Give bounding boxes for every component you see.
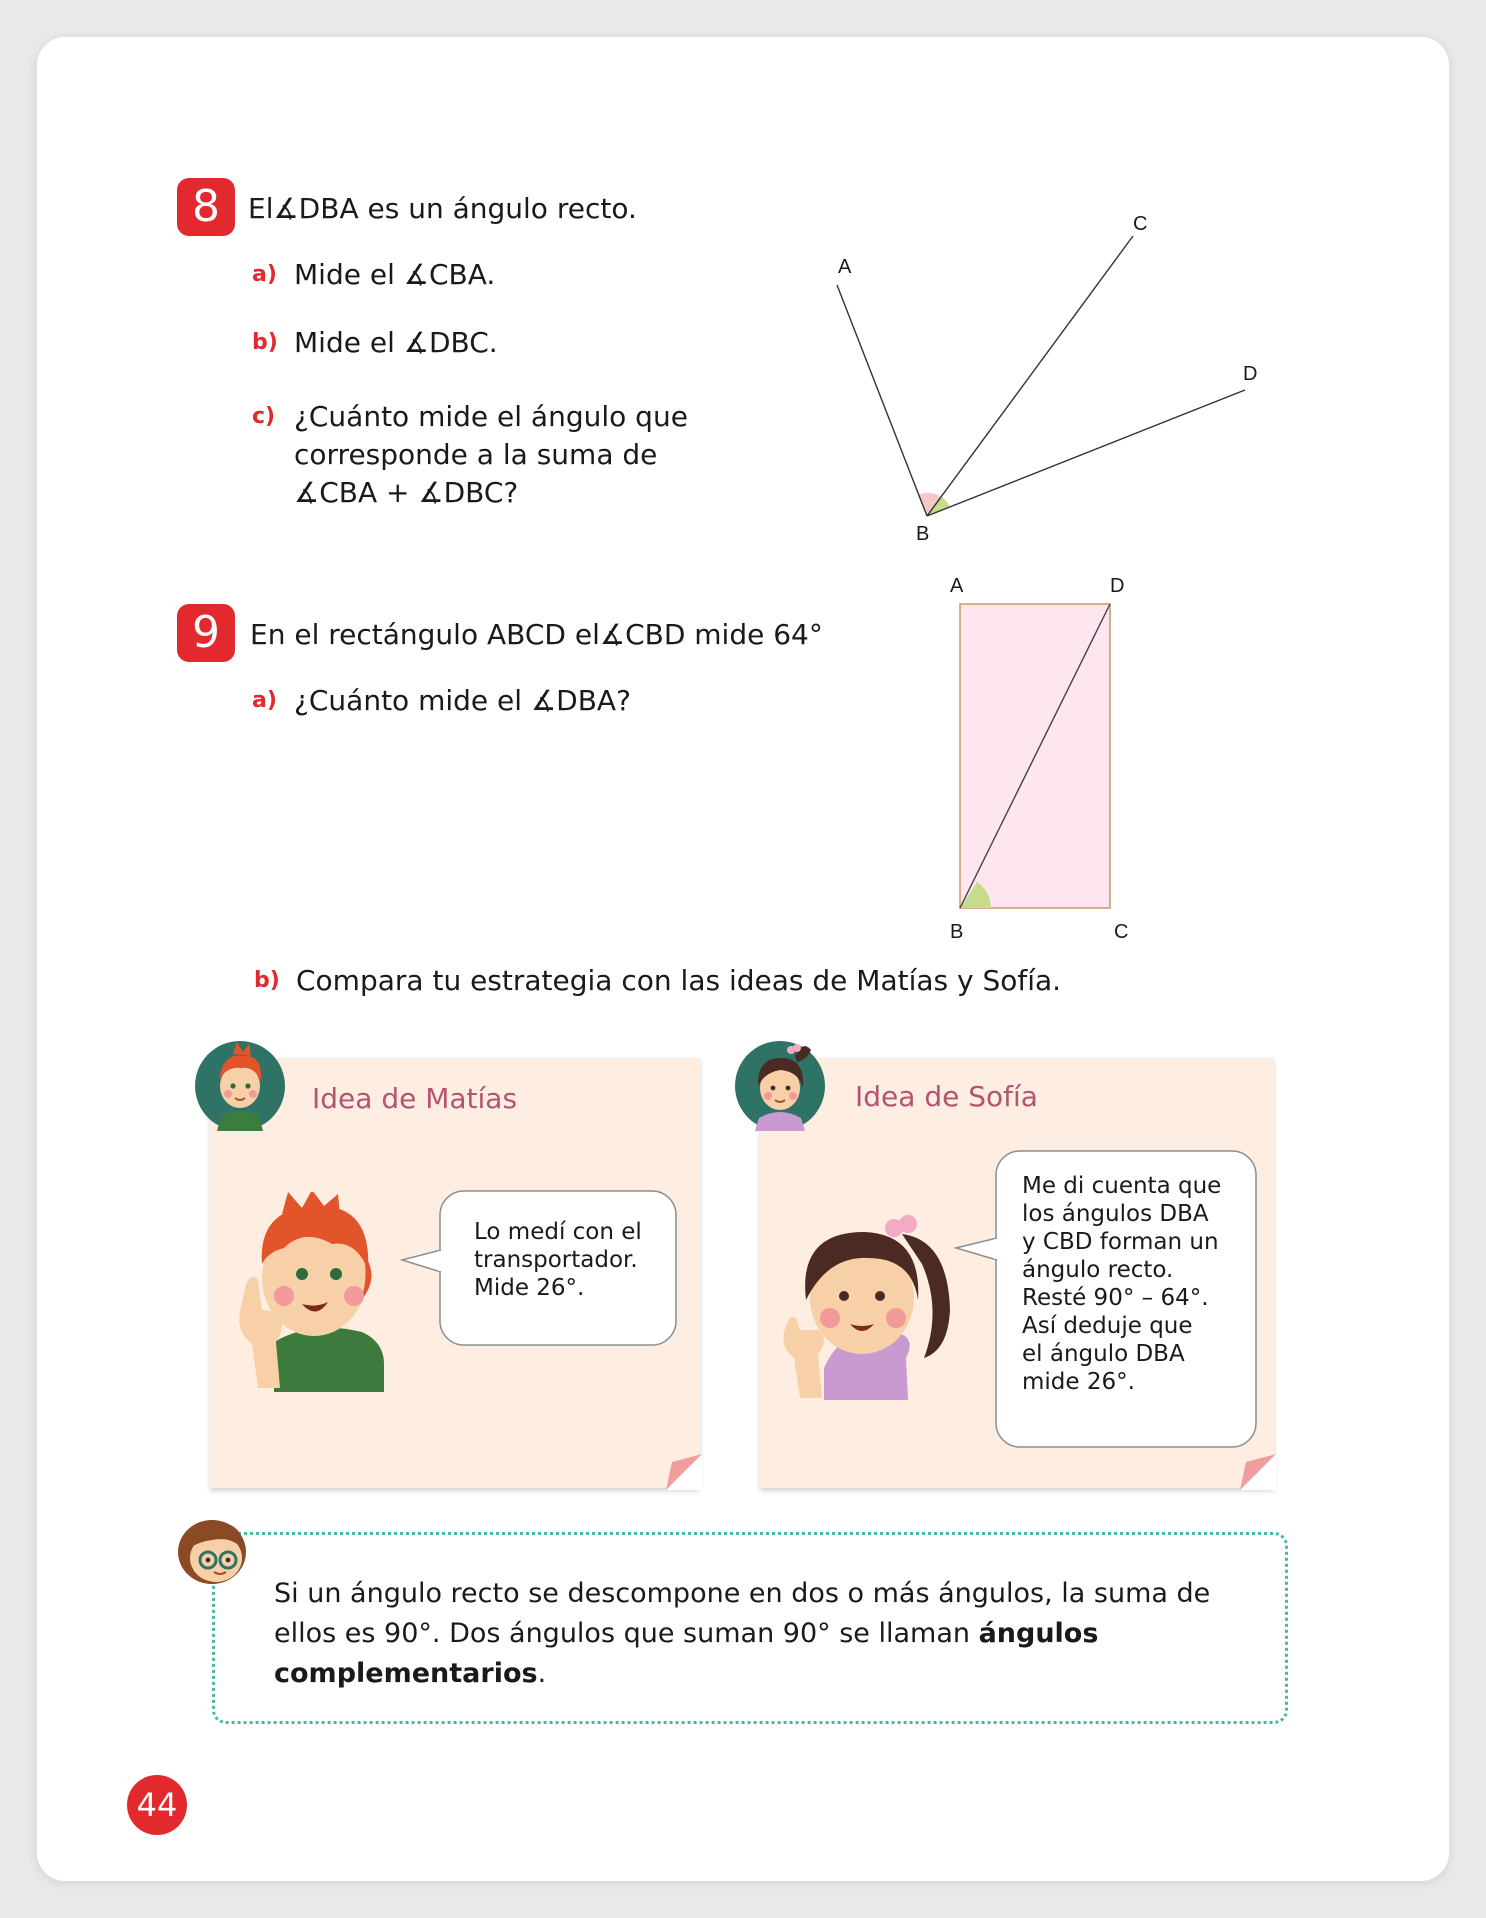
matias-avatar — [193, 1036, 287, 1132]
text: Mide el — [294, 258, 395, 291]
sofia-avatar — [733, 1036, 827, 1132]
ray-ba — [837, 285, 927, 516]
angle-icon: ∡ — [403, 258, 429, 291]
exercise-9-badge: 9 — [177, 604, 235, 662]
text: DBA? — [556, 684, 631, 717]
sofia-character — [772, 1200, 972, 1400]
speech-line: ángulo recto. — [1022, 1257, 1174, 1283]
text: Si un ángulo recto se descompone en dos o más ángulos, la suma de ellos es 90°. Dos ángulos que suman 90° se llaman — [274, 1578, 1211, 1649]
matias-character — [232, 1192, 392, 1422]
speech-line: Mide 26°. — [474, 1275, 585, 1301]
point-d-label: D — [1243, 363, 1258, 385]
text: ¿Cuánto mide el — [294, 684, 523, 717]
statement-text: El — [248, 192, 274, 225]
angle-icon: ∡ — [530, 684, 557, 717]
item-a-letter: a) — [252, 688, 277, 713]
page-number: 44 — [127, 1775, 187, 1835]
text — [294, 474, 724, 512]
point-b-label: B — [916, 523, 930, 545]
page-curl-icon — [666, 1454, 702, 1490]
speech-line: transportador. — [474, 1247, 638, 1273]
matias-speech-text — [474, 1218, 642, 1302]
complementary-angles-term: ángulos complementarios — [274, 1618, 1099, 1689]
text: ¿Cuánto mide el ángulo que — [294, 400, 688, 433]
ray-bd — [927, 390, 1245, 516]
item-a-text — [294, 682, 631, 720]
matias-card-title: Idea de Matías — [312, 1082, 518, 1115]
ray-bc — [927, 236, 1133, 516]
item-c-text — [294, 398, 724, 512]
speech-line: y CBD forman un — [1022, 1229, 1219, 1255]
speech-line: mide 26°. — [1022, 1369, 1135, 1395]
item-b-letter: b) — [252, 330, 278, 355]
statement-text: DBA es un ángulo recto. — [298, 192, 637, 225]
teacher-avatar — [172, 1512, 254, 1590]
angle-diagram — [820, 200, 1280, 560]
point-b-label: B — [950, 921, 964, 943]
point-c-label: C — [1133, 213, 1148, 235]
sofia-card-title: Idea de Sofía — [855, 1080, 1038, 1113]
item-b-text: Compara tu estrategia con las ideas de Matías y Sofía. — [296, 964, 1062, 997]
statement-text: En el rectángulo ABCD el — [250, 618, 600, 651]
text: Mide el — [294, 326, 395, 359]
key-concept-text — [274, 1574, 1264, 1694]
text: corresponde a la suma de — [294, 438, 658, 471]
speech-line: el ángulo DBA — [1022, 1341, 1185, 1367]
angle-icon: ∡ — [599, 618, 625, 651]
speech-line: Lo medí con el — [474, 1219, 642, 1245]
point-a-label: A — [838, 256, 852, 278]
text: . — [537, 1658, 547, 1689]
point-c-label: C — [1114, 921, 1129, 943]
statement-text: CBD mide 64° — [625, 618, 823, 651]
point-d-label: D — [1110, 575, 1125, 597]
text: CBA + — [319, 476, 410, 509]
text: CBA. — [428, 258, 496, 291]
speech-line: Así deduje que — [1022, 1313, 1193, 1339]
exercise-8-statement — [248, 192, 637, 225]
item-b-text — [294, 324, 498, 362]
item-c-letter: c) — [252, 404, 276, 429]
angle-icon: ∡ — [294, 476, 320, 509]
item-a-text — [294, 256, 495, 294]
speech-line: los ángulos DBA — [1022, 1201, 1209, 1227]
speech-line: Me di cuenta que — [1022, 1173, 1222, 1199]
item-b-letter: b) — [254, 968, 280, 993]
item-a-letter: a) — [252, 262, 277, 287]
page-curl-icon — [1240, 1454, 1276, 1490]
rectangle-diagram — [930, 565, 1130, 950]
angle-icon: ∡ — [273, 192, 299, 225]
exercise-8-badge: 8 — [177, 178, 235, 236]
point-a-label: A — [950, 575, 964, 597]
angle-icon: ∡ — [403, 326, 429, 359]
speech-line: Resté 90° – 64°. — [1022, 1285, 1209, 1311]
angle-icon: ∡ — [418, 476, 444, 509]
exercise-9-statement — [250, 618, 823, 651]
sofia-speech-text — [1022, 1172, 1221, 1396]
text: DBC. — [428, 326, 498, 359]
text: DBC? — [443, 476, 519, 509]
